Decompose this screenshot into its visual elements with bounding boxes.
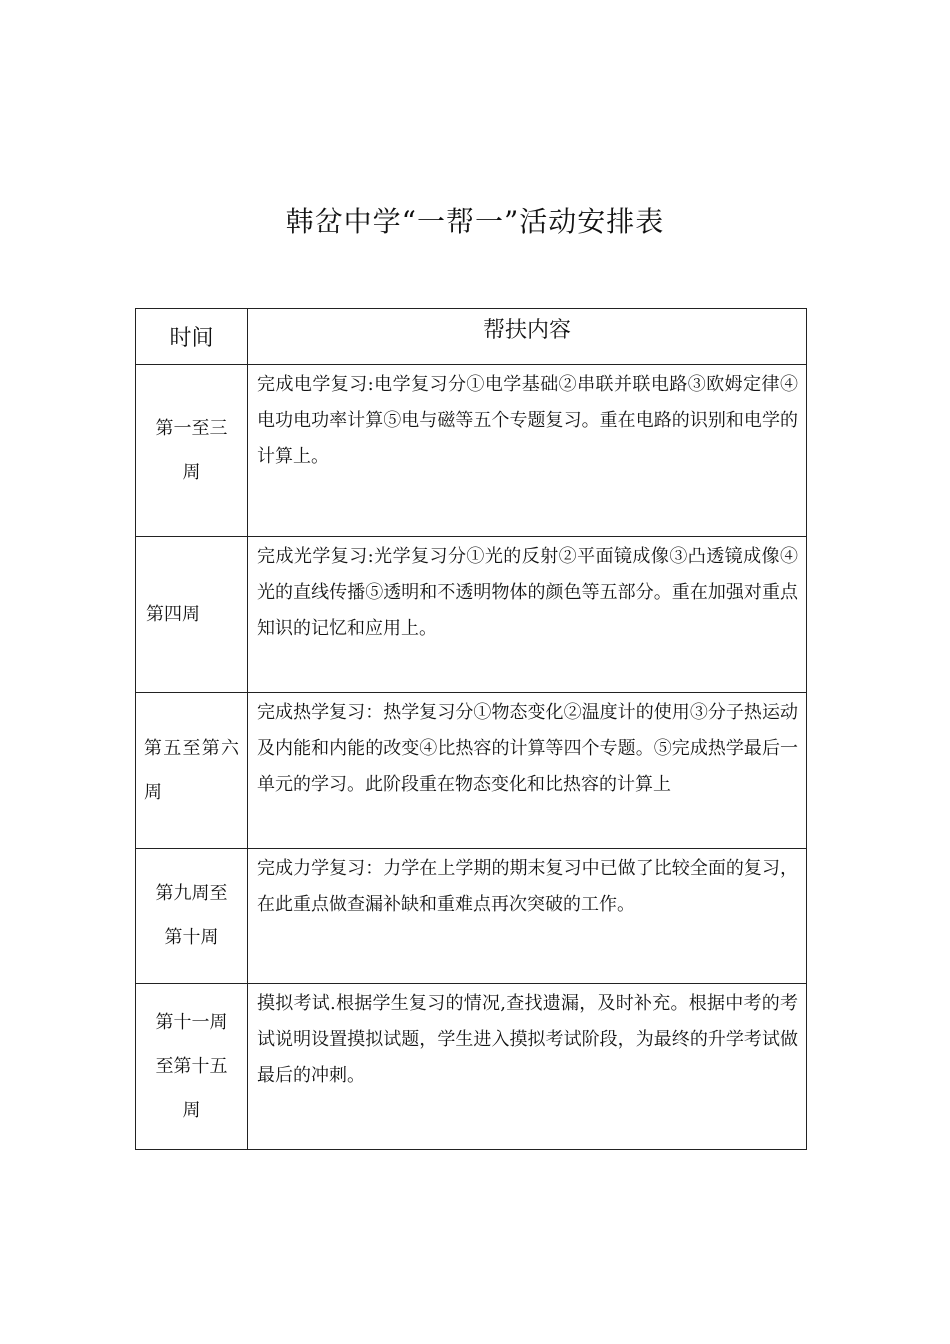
content-cell: 摸拟考试.根据学生复习的情况,查找遗漏，及时补充。根据中考的考试说明设置摸拟试题，学生进入摸拟考试阶段，为最终的升学考试做最后的冲刺。 bbox=[248, 984, 807, 1150]
time-cell: 第一至三周 bbox=[136, 365, 248, 537]
table-row bbox=[136, 849, 807, 984]
table-row bbox=[136, 365, 807, 537]
table-row bbox=[136, 693, 807, 849]
content-cell: 完成热学复习：热学复习分①物态变化②温度计的使用③分子热运动及内能和内能的改变④比热容的计算等四个专题。⑤完成热学最后一单元的学习。此阶段重在物态变化和比热容的计算上 bbox=[248, 693, 807, 849]
content-cell: 完成力学复习：力学在上学期的期末复习中已做了比较全面的复习，在此重点做查漏补缺和重难点再次突破的工作。 bbox=[248, 849, 807, 984]
table-row bbox=[136, 984, 807, 1150]
table-header-row bbox=[136, 309, 807, 365]
header-content: 帮扶内容 bbox=[248, 309, 807, 365]
time-cell: 第十一周至第十五周 bbox=[136, 984, 248, 1150]
header-time: 时间 bbox=[136, 309, 248, 365]
time-cell: 第九周至第十周 bbox=[136, 849, 248, 984]
content-cell: 完成光学复习:光学复习分①光的反射②平面镜成像③凸透镜成像④光的直线传播⑤透明和不透明物体的颜色等五部分。重在加强对重点知识的记忆和应用上。 bbox=[248, 537, 807, 693]
table-row bbox=[136, 537, 807, 693]
schedule-table bbox=[135, 308, 807, 1150]
content-cell: 完成电学复习:电学复习分①电学基础②串联并联电路③欧姆定律④电功电功率计算⑤电与磁等五个专题复习。重在电路的识别和电学的计算上。 bbox=[248, 365, 807, 537]
time-cell: 第四周 bbox=[136, 537, 248, 693]
page-title: 韩岔中学“一帮一”活动安排表 bbox=[285, 205, 665, 238]
time-cell: 第五至第六周 bbox=[136, 693, 248, 849]
